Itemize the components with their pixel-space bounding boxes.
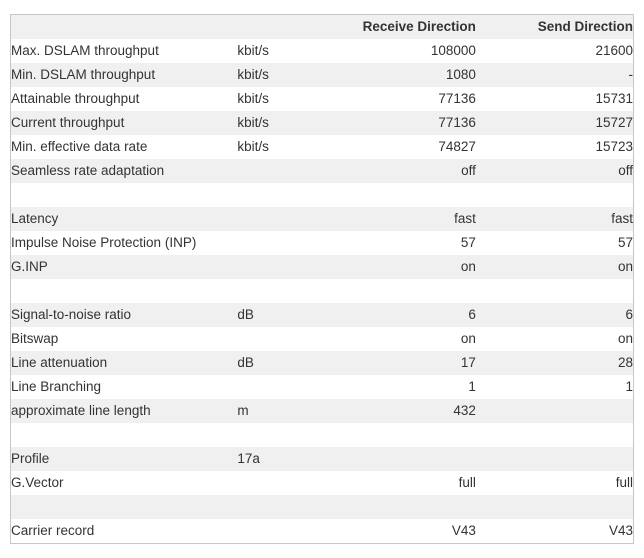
cell-unit (237, 279, 339, 303)
table-row (11, 327, 634, 351)
cell-send: on (617, 259, 633, 274)
table-row (11, 63, 634, 87)
table-row (11, 351, 634, 375)
cell-receive (339, 279, 476, 303)
table-row (11, 303, 634, 327)
cell-receive (339, 495, 476, 519)
cell-unit: kbit/s (237, 139, 269, 154)
cell-receive: 57 (460, 235, 476, 250)
cell-unit (237, 207, 339, 231)
cell-label: Min. effective data rate (11, 139, 148, 154)
cell-send: 1 (625, 379, 633, 394)
cell-label: Carrier record (11, 523, 95, 538)
cell-send (476, 279, 634, 303)
table-row (11, 447, 634, 471)
cell-send: 15731 (595, 91, 633, 106)
table-row (11, 231, 634, 255)
cell-receive: on (460, 259, 476, 274)
cell-label (11, 423, 238, 447)
cell-send: 28 (617, 355, 633, 370)
cell-unit: 17a (237, 451, 260, 466)
cell-label: Profile (11, 451, 50, 466)
table-row (11, 135, 634, 159)
cell-unit (237, 327, 339, 351)
table-row (11, 39, 634, 63)
header-receive-direction: Receive Direction (362, 19, 476, 34)
cell-unit (237, 495, 339, 519)
cell-unit: kbit/s (237, 67, 269, 82)
cell-receive: 432 (453, 403, 476, 418)
table-body (11, 39, 634, 544)
cell-unit: kbit/s (237, 91, 269, 106)
cell-send: V43 (608, 523, 633, 538)
cell-receive: 6 (468, 307, 476, 322)
cell-receive: full (458, 475, 476, 490)
cell-receive: 77136 (438, 115, 476, 130)
cell-label: Bitswap (11, 331, 59, 346)
cell-send (476, 183, 634, 207)
cell-label: Min. DSLAM throughput (11, 67, 156, 82)
spacer-row (11, 495, 634, 519)
cell-label: Signal-to-noise ratio (11, 307, 132, 322)
cell-send (476, 447, 634, 471)
dsl-info-table (10, 14, 634, 544)
cell-label: Attainable throughput (11, 91, 140, 106)
cell-unit (237, 183, 339, 207)
cell-send: 15723 (595, 139, 633, 154)
cell-send: 21600 (595, 43, 633, 58)
cell-receive: fast (454, 211, 476, 226)
cell-label: G.INP (11, 259, 48, 274)
table-row (11, 375, 634, 399)
cell-send (476, 495, 634, 519)
cell-unit: dB (237, 355, 254, 370)
cell-label (11, 279, 238, 303)
cell-label: Line attenuation (11, 355, 108, 370)
cell-unit: m (237, 403, 249, 418)
cell-unit (237, 519, 339, 544)
table-row (11, 399, 634, 423)
header-row (11, 15, 634, 40)
header-send-direction: Send Direction (537, 19, 633, 34)
table-row (11, 471, 634, 495)
header-label (11, 15, 238, 40)
cell-label: Impulse Noise Protection (INP) (11, 235, 197, 250)
cell-label: approximate line length (11, 403, 151, 418)
cell-receive: 1080 (445, 67, 476, 82)
cell-send: 15727 (595, 115, 633, 130)
spacer-row (11, 183, 634, 207)
cell-receive (339, 447, 476, 471)
spacer-row (11, 279, 634, 303)
cell-send: on (617, 331, 633, 346)
cell-send: full (615, 475, 633, 490)
cell-receive: V43 (451, 523, 476, 538)
cell-label: Line Branching (11, 379, 102, 394)
cell-unit (237, 375, 339, 399)
cell-label: Latency (11, 211, 59, 226)
cell-unit (237, 255, 339, 279)
table-row (11, 87, 634, 111)
cell-receive: 108000 (430, 43, 476, 58)
header-unit (237, 15, 339, 40)
cell-send: fast (611, 211, 633, 226)
table-header (11, 15, 634, 40)
cell-unit (237, 423, 339, 447)
cell-label: Max. DSLAM throughput (11, 43, 159, 58)
cell-unit (237, 471, 339, 495)
cell-unit (237, 159, 339, 183)
cell-send (476, 423, 634, 447)
cell-send: 57 (617, 235, 633, 250)
cell-label: Seamless rate adaptation (11, 163, 165, 178)
cell-receive (339, 423, 476, 447)
cell-send: 6 (625, 307, 633, 322)
cell-label: G.Vector (11, 475, 64, 490)
table-row (11, 207, 634, 231)
cell-receive: 77136 (438, 91, 476, 106)
cell-receive (339, 183, 476, 207)
cell-label (11, 183, 238, 207)
cell-receive: 17 (460, 355, 476, 370)
table-row (11, 159, 634, 183)
cell-receive: off (461, 163, 476, 178)
table-row (11, 255, 634, 279)
cell-send: off (618, 163, 633, 178)
cell-send: - (628, 67, 633, 82)
cell-label: Current throughput (11, 115, 125, 130)
cell-label (11, 495, 238, 519)
spacer-row (11, 423, 634, 447)
cell-unit (237, 231, 339, 255)
table-row (11, 519, 634, 544)
cell-receive: 74827 (438, 139, 476, 154)
cell-unit: kbit/s (237, 43, 269, 58)
cell-unit: kbit/s (237, 115, 269, 130)
cell-receive: on (460, 331, 476, 346)
cell-receive: 1 (468, 379, 476, 394)
table-row (11, 111, 634, 135)
cell-unit: dB (237, 307, 254, 322)
cell-send (476, 399, 634, 423)
